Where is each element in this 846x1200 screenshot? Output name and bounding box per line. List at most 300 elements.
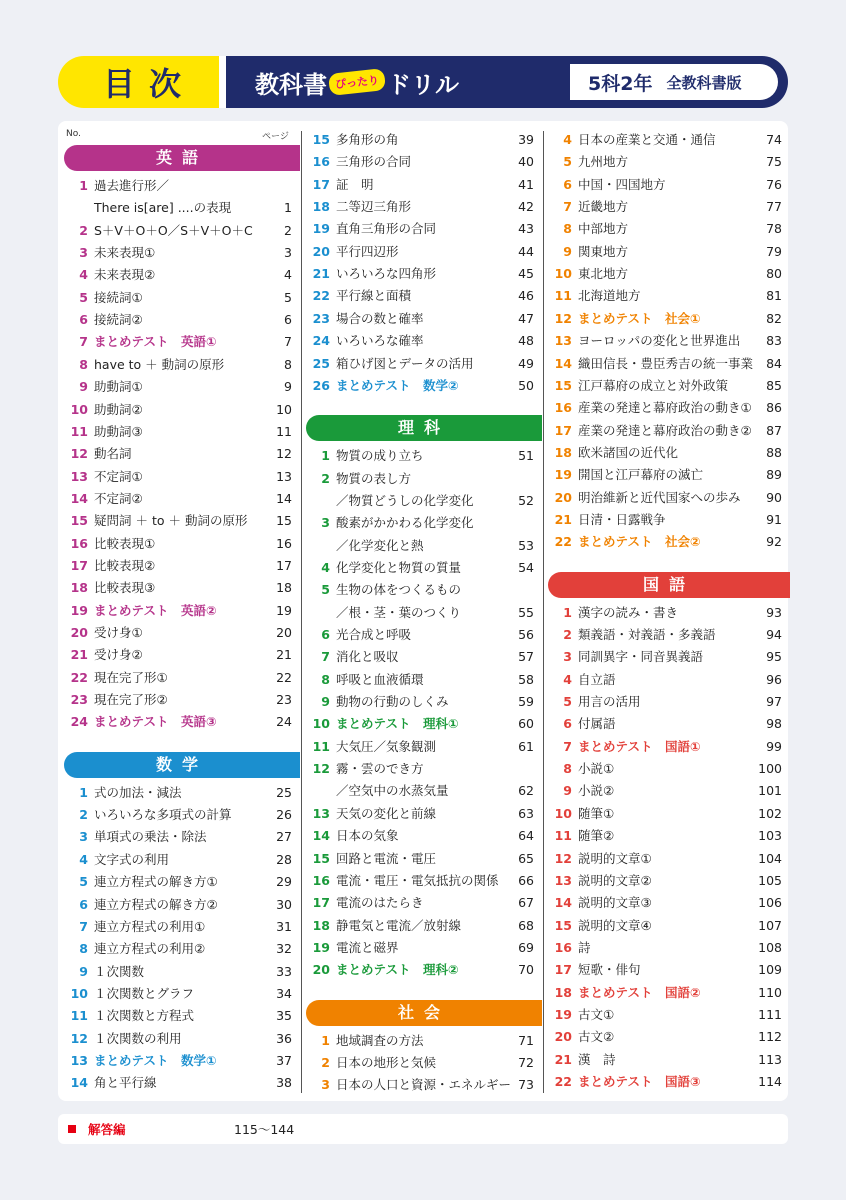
- item-number: 2: [79, 222, 88, 238]
- item-title: 受け身②: [94, 647, 143, 663]
- item-title: 古文①: [578, 1006, 615, 1022]
- toc-row: [66, 1072, 292, 1094]
- item-number: 17: [70, 557, 88, 573]
- item-title: 説明的文章③: [578, 895, 652, 911]
- item-title: ／物質どうしの化学変化: [336, 492, 474, 508]
- item-title: まとめテスト 国語②: [578, 984, 701, 1000]
- item-title: 助動詞③: [94, 423, 143, 439]
- item-title: 光合成と呼吸: [336, 627, 412, 642]
- item-title: 連立方程式の利用①: [94, 918, 206, 934]
- item-page: 19: [276, 602, 292, 618]
- item-number: 6: [563, 716, 572, 732]
- item-page: 103: [758, 828, 782, 844]
- item-number: 1: [79, 784, 88, 800]
- item-title: There is[are] ....の表現: [94, 200, 232, 216]
- item-number: 14: [312, 828, 330, 844]
- toc-row: [66, 782, 292, 804]
- item-page: 101: [758, 783, 782, 799]
- column-divider: [301, 131, 302, 1093]
- toc-row: [550, 870, 782, 892]
- item-number: 11: [554, 288, 572, 304]
- item-page: 105: [758, 872, 782, 888]
- item-page: 78: [766, 221, 782, 237]
- item-number: 13: [70, 468, 88, 484]
- toc-row: [308, 803, 534, 825]
- toc-row: [66, 1028, 292, 1050]
- item-title: 角と平行線: [94, 1075, 157, 1091]
- toc-row: [66, 1005, 292, 1027]
- item-title: まとめテスト 社会②: [578, 534, 701, 550]
- item-page: 83: [766, 333, 782, 349]
- item-title: 比較表現①: [94, 535, 156, 551]
- item-title: 未来表現①: [94, 245, 156, 261]
- item-page: 79: [766, 243, 782, 259]
- toc-row: [66, 689, 292, 711]
- item-page: 37: [276, 1052, 292, 1068]
- item-number: 4: [79, 267, 88, 283]
- item-title: 呼吸と血液循環: [336, 671, 424, 687]
- item-number: 3: [321, 515, 330, 531]
- item-page: 81: [766, 288, 782, 304]
- item-page: 51: [518, 448, 534, 464]
- item-number: 12: [70, 1030, 88, 1046]
- toc-row: [550, 669, 782, 691]
- item-number: 2: [321, 470, 330, 486]
- item-page: 33: [276, 963, 292, 979]
- item-number: 21: [312, 266, 330, 282]
- item-page: 3: [284, 245, 292, 261]
- item-title: 比較表現③: [94, 580, 156, 596]
- toc-row: [550, 848, 782, 870]
- toc-row: [308, 736, 534, 758]
- item-title: 動名詞: [94, 446, 132, 462]
- item-title: 大気圧／気象観測: [336, 738, 437, 754]
- item-number: 6: [79, 312, 88, 328]
- item-page: 100: [758, 761, 782, 777]
- item-page: 104: [758, 850, 782, 866]
- toc-row: [308, 848, 534, 870]
- toc-row: [66, 826, 292, 848]
- item-number: 4: [563, 132, 572, 147]
- item-title: １次関数: [94, 963, 145, 979]
- item-page: 22: [276, 669, 292, 685]
- toc-row: [308, 579, 534, 601]
- item-page: 36: [276, 1030, 292, 1046]
- item-title: いろいろな多項式の計算: [94, 807, 232, 823]
- item-title: 日清・日露戦争: [578, 511, 666, 527]
- item-number: 5: [563, 694, 572, 710]
- item-title: 中国・四国地方: [578, 176, 666, 192]
- toc-row: [66, 849, 292, 871]
- item-number: 2: [321, 1054, 330, 1070]
- item-page: 50: [518, 377, 534, 393]
- toc-test-row: [550, 982, 782, 1004]
- item-title: 接続詞①: [94, 289, 143, 305]
- item-number: 3: [563, 649, 572, 665]
- item-page: 66: [518, 872, 534, 888]
- toc-row: [550, 129, 782, 151]
- item-number: 13: [70, 1052, 88, 1068]
- item-title: 直角三角形の合同: [336, 221, 437, 237]
- subject-heading: 社会: [306, 1000, 542, 1026]
- toc-row: [550, 1049, 782, 1071]
- toc-row: [308, 353, 534, 375]
- item-number: 16: [70, 535, 88, 551]
- item-page: 44: [518, 243, 534, 259]
- item-number: 7: [563, 738, 572, 754]
- item-number: 12: [70, 446, 88, 462]
- item-title: 産業の発達と幕府政治の動き①: [578, 400, 752, 416]
- item-number: 21: [70, 647, 88, 663]
- item-number: 15: [70, 513, 88, 529]
- item-title: 化学変化と物質の質量: [336, 559, 462, 575]
- item-title: 連立方程式の利用②: [94, 941, 206, 957]
- item-number: 16: [554, 400, 572, 416]
- item-page: 27: [276, 829, 292, 845]
- item-page: 41: [518, 176, 534, 192]
- toc-row: [66, 443, 292, 465]
- item-page: 60: [518, 716, 534, 732]
- item-page: 85: [766, 377, 782, 393]
- toc-test-row: [308, 959, 534, 981]
- item-number: 14: [554, 355, 572, 371]
- item-number: 13: [554, 872, 572, 888]
- item-page: 95: [766, 649, 782, 665]
- item-number: 20: [554, 1029, 572, 1045]
- item-page: 76: [766, 176, 782, 192]
- item-page: 97: [766, 694, 782, 710]
- item-title: 霧・雲のでき方: [336, 761, 424, 777]
- item-title: 説明的文章①: [578, 850, 652, 866]
- item-page: 71: [518, 1032, 534, 1048]
- toc-test-row: [550, 736, 782, 758]
- item-title: 電流・電圧・電気抵抗の関係: [336, 872, 499, 888]
- toc-row: [66, 287, 292, 309]
- item-title: 付属語: [578, 716, 616, 732]
- item-number: 18: [70, 580, 88, 596]
- item-title: 詩: [578, 939, 591, 955]
- toc-row: [550, 330, 782, 352]
- item-title: 場合の数と確率: [336, 310, 424, 326]
- item-number: 23: [312, 310, 330, 326]
- item-number: 3: [79, 245, 88, 261]
- item-title: 類義語・対義語・多義語: [578, 627, 716, 642]
- toc-row: [66, 667, 292, 689]
- item-number: 26: [312, 377, 330, 393]
- toc-row: [550, 464, 782, 486]
- item-page: 114: [758, 1074, 782, 1089]
- item-title: 不定詞①: [94, 468, 143, 484]
- item-title: ／根・茎・葉のつくり: [336, 604, 462, 620]
- item-title: 中部地方: [578, 221, 629, 237]
- item-page: 18: [276, 580, 292, 596]
- toc-row: [308, 892, 534, 914]
- item-title: まとめテスト 国語①: [578, 738, 701, 754]
- toc-row: [66, 421, 292, 443]
- toc-row: [308, 490, 534, 512]
- item-title: 同訓異字・同音異義語: [578, 649, 704, 665]
- item-page: 53: [518, 537, 534, 553]
- item-title: まとめテスト 数学①: [94, 1052, 217, 1068]
- toc-row: [308, 624, 534, 646]
- item-number: 10: [312, 716, 330, 732]
- item-number: 12: [554, 850, 572, 866]
- item-title: 箱ひげ図とデータの活用: [336, 355, 474, 371]
- item-title: 漢 詩: [578, 1051, 616, 1067]
- item-page: 112: [758, 1029, 782, 1045]
- subject-heading: 数学: [64, 752, 300, 778]
- toc-row: [550, 263, 782, 285]
- toc-row: [550, 285, 782, 307]
- item-page: 61: [518, 738, 534, 754]
- toc-row: [308, 758, 534, 780]
- item-page: 32: [276, 941, 292, 957]
- item-page: 64: [518, 828, 534, 844]
- item-title: 動物の行動のしくみ: [336, 694, 449, 710]
- item-page: 88: [766, 444, 782, 460]
- item-page: 17: [276, 557, 292, 573]
- answer-page-range: 115〜144: [234, 1122, 295, 1137]
- item-number: 9: [321, 694, 330, 710]
- toc-row: [66, 197, 292, 219]
- brand-logo: [255, 66, 459, 98]
- item-title: 電流と磁界: [336, 939, 399, 955]
- item-number: 4: [321, 559, 330, 575]
- item-number: 18: [554, 444, 572, 460]
- item-number: 19: [312, 939, 330, 955]
- item-number: 8: [79, 356, 88, 372]
- toc-row: [550, 646, 782, 668]
- item-title: S＋V＋O＋O／S＋V＋O＋C: [94, 222, 253, 238]
- toc-row: [550, 624, 782, 646]
- item-page: 106: [758, 895, 782, 911]
- item-number: 1: [321, 448, 330, 464]
- item-title: １次関数とグラフ: [94, 985, 195, 1001]
- toc-row: [550, 174, 782, 196]
- item-number: 12: [554, 310, 572, 326]
- item-title: 文字式の利用: [94, 851, 170, 867]
- item-title: 助動詞①: [94, 379, 143, 395]
- item-number: 1: [563, 604, 572, 620]
- toc-row: [550, 915, 782, 937]
- toc-row: [66, 242, 292, 264]
- toc-row: [308, 263, 534, 285]
- toc-row: [66, 555, 292, 577]
- item-number: 10: [70, 985, 88, 1001]
- item-title: 日本の人口と資源・エネルギー: [336, 1077, 512, 1093]
- item-title: 現在完了形②: [94, 692, 168, 708]
- item-title: 近畿地方: [578, 199, 629, 215]
- item-title: ／空気中の水蒸気量: [336, 783, 449, 799]
- item-page: 59: [518, 694, 534, 710]
- item-number: 14: [70, 490, 88, 506]
- item-number: 1: [79, 178, 88, 193]
- subject-heading: 英語: [64, 145, 300, 171]
- toc-row: [550, 825, 782, 847]
- contents-panel: [58, 121, 788, 1101]
- item-number: 21: [554, 511, 572, 527]
- item-title: 現在完了形①: [94, 669, 168, 685]
- item-title: 式の加法・減法: [94, 784, 182, 800]
- toc-row: [550, 713, 782, 735]
- toc-test-row: [66, 331, 292, 353]
- item-title: 静電気と電流／放射線: [336, 917, 462, 933]
- toc-row: [550, 959, 782, 981]
- item-title: まとめテスト 国語③: [578, 1074, 701, 1089]
- item-page: 30: [276, 896, 292, 912]
- item-title: 二等辺三角形: [336, 199, 412, 215]
- item-number: 6: [79, 896, 88, 912]
- item-number: 8: [79, 941, 88, 957]
- item-number: 5: [321, 582, 330, 598]
- item-page: 8: [284, 356, 292, 372]
- toc-row: [550, 375, 782, 397]
- title-badge: [58, 56, 226, 108]
- toc-row: [66, 510, 292, 532]
- item-number: 17: [312, 895, 330, 911]
- item-page: 38: [276, 1075, 292, 1091]
- toc-row: [308, 937, 534, 959]
- item-page: 63: [518, 805, 534, 821]
- toc-row: [550, 1026, 782, 1048]
- item-page: 108: [758, 939, 782, 955]
- item-title: 単項式の乗法・除法: [94, 829, 207, 845]
- item-number: 9: [563, 243, 572, 259]
- item-number: 12: [312, 761, 330, 777]
- item-page: 10: [276, 401, 292, 417]
- toc-row: [66, 354, 292, 376]
- toc-row: [550, 420, 782, 442]
- item-title: 漢字の読み・書き: [578, 604, 679, 620]
- square-bullet-icon: [68, 1125, 76, 1133]
- toc-row: [66, 577, 292, 599]
- item-number: 17: [554, 422, 572, 438]
- toc-row: [308, 330, 534, 352]
- toc-row: [308, 196, 534, 218]
- item-number: 5: [563, 154, 572, 170]
- item-title: 説明的文章②: [578, 872, 652, 888]
- item-page: 4: [284, 267, 292, 283]
- item-page: 91: [766, 511, 782, 527]
- item-number: 4: [563, 671, 572, 687]
- item-page: 28: [276, 851, 292, 867]
- item-number: 20: [70, 625, 88, 640]
- item-number: 5: [79, 289, 88, 305]
- item-page: 39: [518, 132, 534, 147]
- toc-row: [66, 264, 292, 286]
- item-number: 16: [312, 872, 330, 888]
- toc-row: [550, 442, 782, 464]
- item-title: １次関数の利用: [94, 1030, 182, 1046]
- toc-row: [308, 825, 534, 847]
- no-column-label: No.: [66, 129, 81, 139]
- item-number: 15: [312, 850, 330, 866]
- column-divider: [543, 131, 544, 1093]
- item-page: 89: [766, 467, 782, 483]
- item-page: 49: [518, 355, 534, 371]
- item-number: 22: [70, 669, 88, 685]
- item-number: 18: [554, 984, 572, 1000]
- item-number: 9: [563, 783, 572, 799]
- item-title: 小説②: [578, 783, 615, 799]
- item-page: 1: [284, 200, 292, 216]
- answer-section: [58, 1114, 788, 1144]
- toc-row: [308, 1052, 534, 1074]
- item-number: 11: [554, 828, 572, 844]
- item-title: まとめテスト 英語②: [94, 602, 217, 618]
- item-number: 3: [321, 1077, 330, 1093]
- item-title: 日本の産業と交通・通信: [578, 132, 716, 147]
- item-page: 11: [276, 423, 292, 439]
- toc-row: [550, 509, 782, 531]
- toc-row: [66, 399, 292, 421]
- item-number: 17: [312, 176, 330, 192]
- item-number: 20: [312, 243, 330, 259]
- item-page: 62: [518, 783, 534, 799]
- toc-row: [308, 780, 534, 802]
- item-title: 古文②: [578, 1029, 615, 1045]
- item-number: 18: [312, 917, 330, 933]
- item-title: 産業の発達と幕府政治の動き②: [578, 422, 752, 438]
- toc-row: [308, 691, 534, 713]
- item-title: まとめテスト 理科②: [336, 962, 459, 978]
- toc-row: [66, 220, 292, 242]
- toc-row: [66, 533, 292, 555]
- brand-post: ドリル: [387, 70, 459, 99]
- page-column-label: ページ: [262, 132, 289, 142]
- item-number: 19: [312, 221, 330, 237]
- item-page: 56: [518, 627, 534, 642]
- item-page: 107: [758, 917, 782, 933]
- item-number: 2: [79, 807, 88, 823]
- item-page: 92: [766, 534, 782, 550]
- item-page: 111: [758, 1006, 782, 1022]
- item-page: 45: [518, 266, 534, 282]
- toc-row: [66, 622, 292, 644]
- toc-row: [66, 309, 292, 331]
- item-page: 12: [276, 446, 292, 462]
- toc-row: [308, 285, 534, 307]
- toc-row: [66, 804, 292, 826]
- toc-row: [550, 487, 782, 509]
- item-number: 15: [554, 917, 572, 933]
- header-divider: [219, 56, 226, 108]
- item-number: 14: [70, 1075, 88, 1091]
- toc-row: [550, 602, 782, 624]
- toc-test-row: [66, 1050, 292, 1072]
- item-title: 証 明: [336, 176, 374, 192]
- toc-row: [66, 961, 292, 983]
- item-title: 欧米諸国の近代化: [578, 444, 679, 460]
- item-page: 35: [276, 1008, 292, 1024]
- item-title: have to ＋ 動詞の原形: [94, 356, 225, 372]
- item-title: 比較表現②: [94, 557, 156, 573]
- item-number: 22: [554, 1074, 572, 1089]
- item-title: 平行線と面積: [336, 288, 412, 304]
- item-title: 不定詞②: [94, 490, 143, 506]
- item-number: 22: [312, 288, 330, 304]
- item-page: 31: [276, 918, 292, 934]
- toc-row: [66, 488, 292, 510]
- toc-row: [550, 803, 782, 825]
- item-page: 7: [284, 334, 292, 350]
- item-page: 80: [766, 266, 782, 282]
- item-page: 9: [284, 379, 292, 395]
- toc-row: [308, 669, 534, 691]
- item-number: 13: [554, 333, 572, 349]
- item-title: 生物の体をつくるもの: [336, 582, 462, 598]
- item-number: 7: [79, 918, 88, 934]
